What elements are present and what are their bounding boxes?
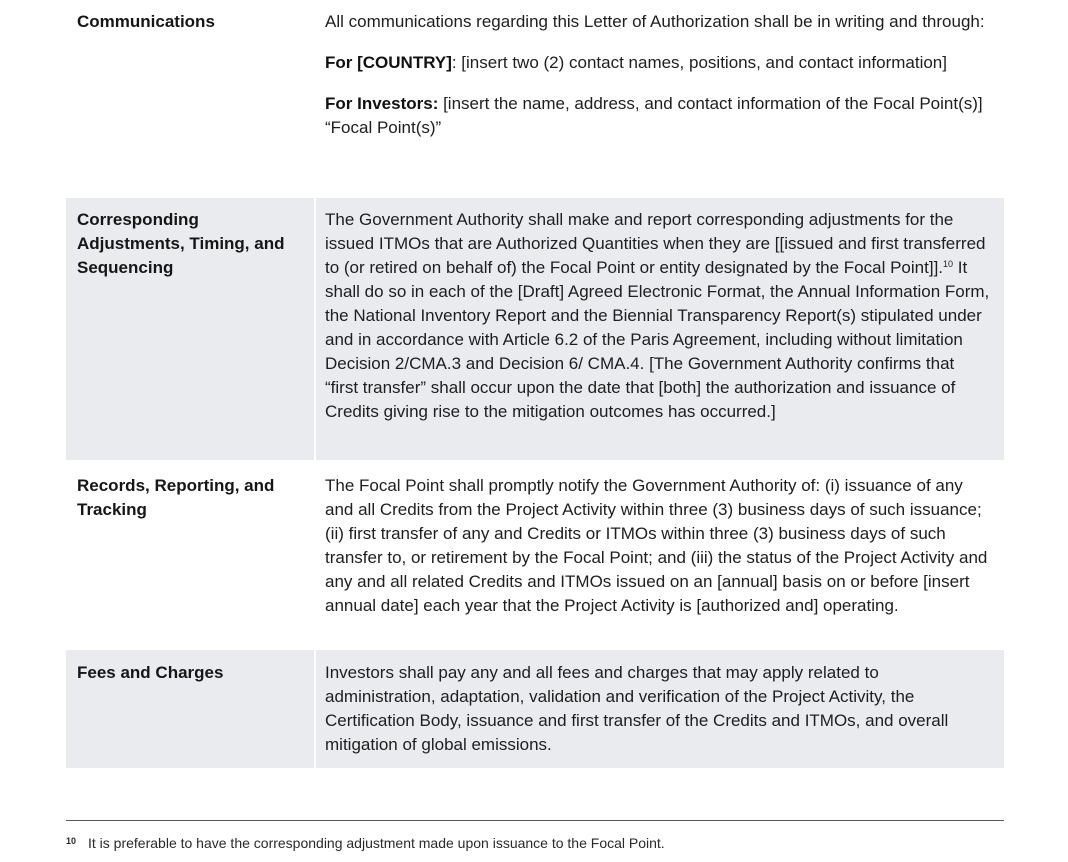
row-label-fees-charges: Fees and Charges (66, 650, 314, 768)
country-contact-text: : [insert two (2) contact names, positions, and contact information] (451, 53, 947, 72)
communications-intro (325, 10, 990, 34)
row-label-communications: Communications (77, 12, 215, 31)
adjustments-text-part1: The Government Authority shall make and report corresponding adjustments for the issued ITMOs that are Authorized Quantities when they are [[issued and first transferred to (or retired on behalf of) the Focal Point or entity designated by the Focal Point]]. (325, 210, 986, 277)
communications-country (325, 51, 990, 75)
authorization-terms-table (66, 0, 1004, 768)
table-row-communications (66, 0, 1004, 198)
footnote-divider (66, 820, 1004, 821)
table-row-corresponding-adjustments (66, 198, 1004, 460)
records-paragraph: The Focal Point shall promptly notify the Government Authority of: (i) issuance of any and all Credits from the Project Activity within three (3) business days of such issuance; (ii) first transfer of any and Credits or ITMOs within three (3) business days of such transfer to, or retirement by the Focal Point; and (iii) the status of the Project Activity and any and all related Credits and ITMOs issued on an [annual] basis on or before [insert annual date] each year that the Project Activity is [authorized and] operating. (325, 476, 988, 615)
investors-label: For Investors: (325, 94, 439, 113)
communications-intro-text: All communications regarding this Letter of Authorization shall be in writing and through: (325, 12, 985, 31)
footnote-reference-10[interactable]: 10 (943, 259, 954, 269)
row-label-records-reporting: Records, Reporting, and Tracking (77, 476, 275, 519)
row-label-corresponding-adjustments: Corresponding Adjustments, Timing, and Sequencing (66, 198, 314, 460)
communications-investors (325, 92, 990, 140)
country-label: For [COUNTRY] (325, 53, 452, 72)
footnote-10 (66, 832, 665, 852)
row-content-communications (316, 0, 1004, 198)
fees-paragraph: Investors shall pay any and all fees and charges that may apply related to administration, adaptation, validation and verification of the Project Activity, the Certification Body, issuance and first transfer of the Credits and ITMOs, and overall mitigation of global emissions. (325, 663, 949, 754)
table-row-fees-charges (66, 650, 1004, 768)
investors-contact-text: [insert the name, address, and contact information of the Focal Point(s)] “Focal Point(s)” (325, 94, 983, 137)
table-row-records-reporting (66, 460, 1004, 650)
adjustments-text-part2: It shall do so in each of the [Draft] Agreed Electronic Format, the Annual Information Form, the National Inventory Report and the Biennial Transparency Report(s) stipulated under and in accordance with Article 6.2 of the Paris Agreement, including without limitation Decision 2/CMA.3 and Decision 6/ CMA.4. [The Government Authority confirms that “first transfer” shall occur upon the date that [both] the authorization and issuance of Credits giving rise to the mitigation outcomes has occurred.] (325, 258, 990, 421)
adjustments-paragraph (325, 208, 990, 424)
footnote-text: It is preferable to have the corresponding adjustment made upon issuance to the Focal Point. (88, 835, 665, 851)
row-content-fees-charges (316, 650, 1004, 768)
row-content-corresponding-adjustments (316, 198, 1004, 460)
row-content-records-reporting (316, 460, 1004, 650)
footnote-number: 10 (66, 836, 77, 846)
